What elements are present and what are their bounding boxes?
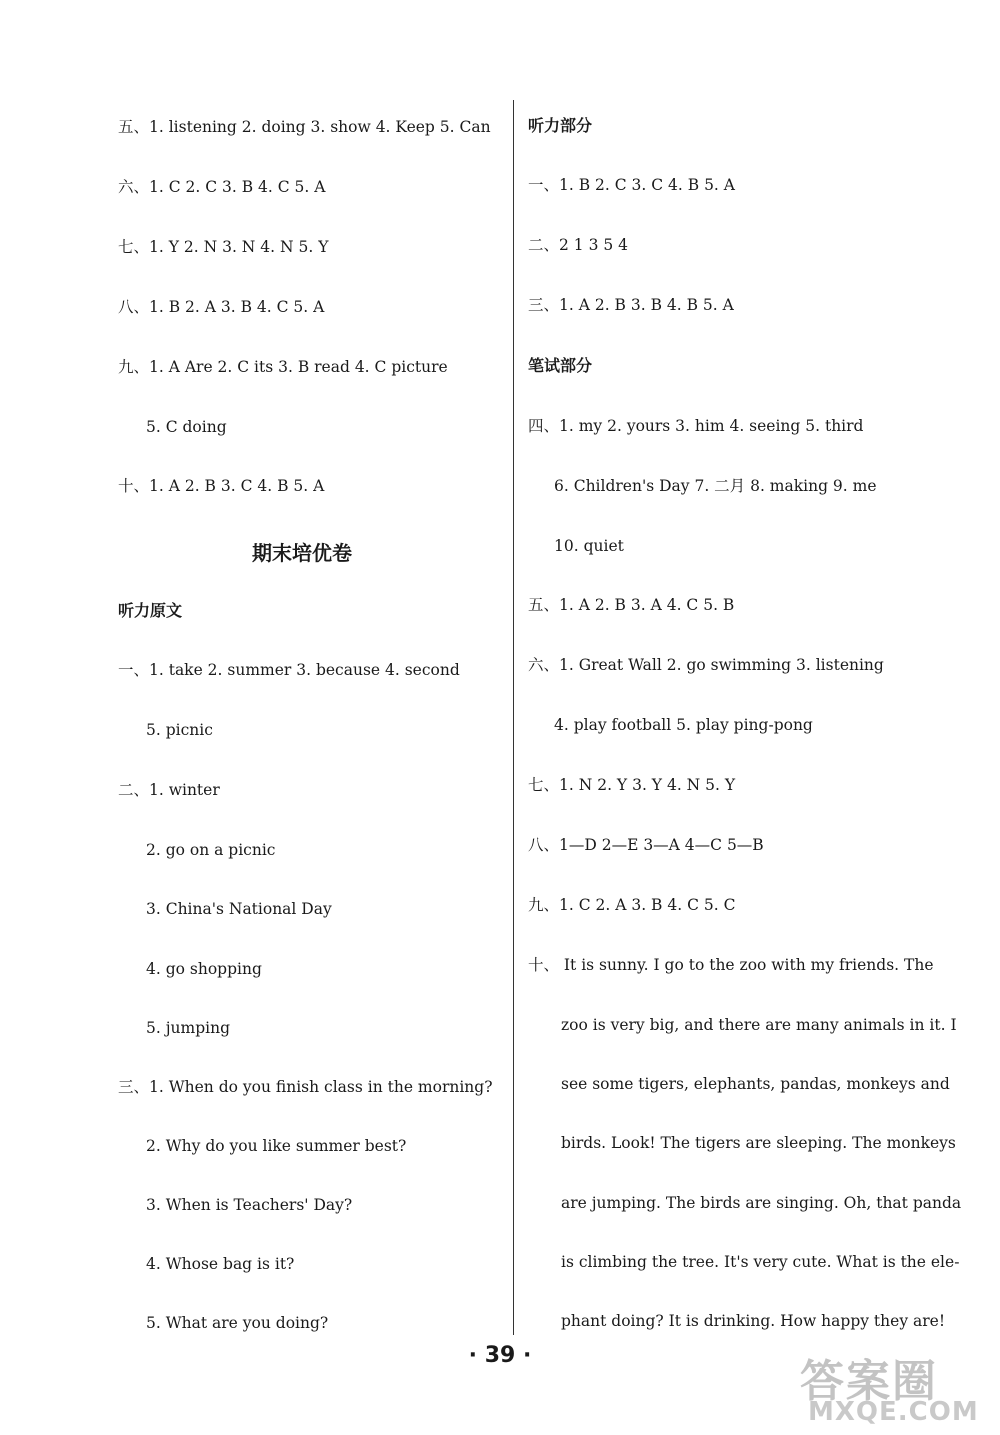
- written-9-answers: 九、1. C 2. A 3. B 4. C 5. C: [528, 896, 736, 914]
- script-3-item-5: 5. What are you doing?: [146, 1314, 329, 1332]
- script-3-item-3: 3. When is Teachers' Day?: [146, 1196, 353, 1214]
- site-watermark: [800, 1345, 990, 1430]
- listening-3-answers: 三、1. A 2. B 3. B 4. B 5. A: [528, 296, 734, 314]
- section-9-answers: 九、1. A Are 2. C its 3. B read 4. C picture: [118, 358, 448, 376]
- script-2-item-2: 2. go on a picnic: [146, 841, 276, 859]
- written-7-answers: 七、1. N 2. Y 3. Y 4. N 5. Y: [528, 776, 736, 794]
- section-9-answers-cont: 5. C doing: [146, 418, 227, 436]
- written-10-passage-line-2: zoo is very big, and there are many animals in it. I: [561, 1016, 957, 1034]
- written-5-answers: 五、1. A 2. B 3. A 4. C 5. B: [528, 596, 735, 614]
- written-6-answers-cont: 4. play football 5. play ping-pong: [554, 716, 813, 734]
- script-1-cont: 5. picnic: [146, 721, 213, 739]
- script-2-item-5: 5. jumping: [146, 1019, 230, 1037]
- watermark-logo-glyphs: 答案圈: [800, 1356, 938, 1407]
- column-divider: [513, 100, 514, 1335]
- listening-2-answers: 二、2 1 3 5 4: [528, 236, 629, 254]
- written-10-passage-line-3: see some tigers, elephants, pandas, monkeys and: [561, 1075, 950, 1093]
- script-3-item-2: 2. Why do you like summer best?: [146, 1137, 407, 1155]
- listening-script-heading: 听力原文: [118, 601, 183, 620]
- script-2-item-1: 二、1. winter: [118, 781, 220, 799]
- written-10-passage-line-1: 十、 It is sunny. I go to the zoo with my friends. The: [528, 956, 934, 974]
- written-6-answers: 六、1. Great Wall 2. go swimming 3. listening: [528, 656, 884, 674]
- written-10-passage-line-4: birds. Look! The tigers are sleeping. The monkeys: [561, 1134, 956, 1152]
- written-10-passage-line-7: phant doing? It is drinking. How happy they are!: [561, 1312, 946, 1330]
- script-2-item-4: 4. go shopping: [146, 960, 262, 978]
- written-section-heading: 笔试部分: [528, 356, 593, 375]
- written-4-answers: 四、1. my 2. yours 3. him 4. seeing 5. third: [528, 417, 864, 435]
- script-3-item-4: 4. Whose bag is it?: [146, 1255, 295, 1273]
- section-7-answers: 七、1. Y 2. N 3. N 4. N 5. Y: [118, 238, 329, 256]
- final-exam-title: 期末培优卷: [252, 541, 352, 565]
- section-5-answers: 五、1. listening 2. doing 3. show 4. Keep 5. Can: [118, 118, 491, 136]
- watermark-url: MXQE.COM: [808, 1397, 979, 1427]
- written-4-answers-cont2: 10. quiet: [554, 537, 624, 555]
- script-2-item-3: 3. China's National Day: [146, 900, 332, 918]
- written-4-answers-cont: 6. Children's Day 7. 二月 8. making 9. me: [554, 477, 877, 495]
- script-3-item-1: 三、1. When do you finish class in the morning?: [118, 1078, 493, 1096]
- written-8-answers: 八、1—D 2—E 3—A 4—C 5—B: [528, 836, 764, 854]
- listening-1-answers: 一、1. B 2. C 3. C 4. B 5. A: [528, 176, 735, 194]
- written-10-passage-line-6: is climbing the tree. It's very cute. What is the ele-: [561, 1253, 960, 1271]
- script-1: 一、1. take 2. summer 3. because 4. second: [118, 661, 460, 679]
- listening-section-heading: 听力部分: [528, 116, 593, 135]
- section-6-answers: 六、1. C 2. C 3. B 4. C 5. A: [118, 178, 326, 196]
- written-10-passage-line-5: are jumping. The birds are singing. Oh, that panda: [561, 1194, 962, 1212]
- section-8-answers: 八、1. B 2. A 3. B 4. C 5. A: [118, 298, 325, 316]
- page-number: · 39 ·: [468, 1343, 532, 1368]
- section-10-answers: 十、1. A 2. B 3. C 4. B 5. A: [118, 477, 325, 495]
